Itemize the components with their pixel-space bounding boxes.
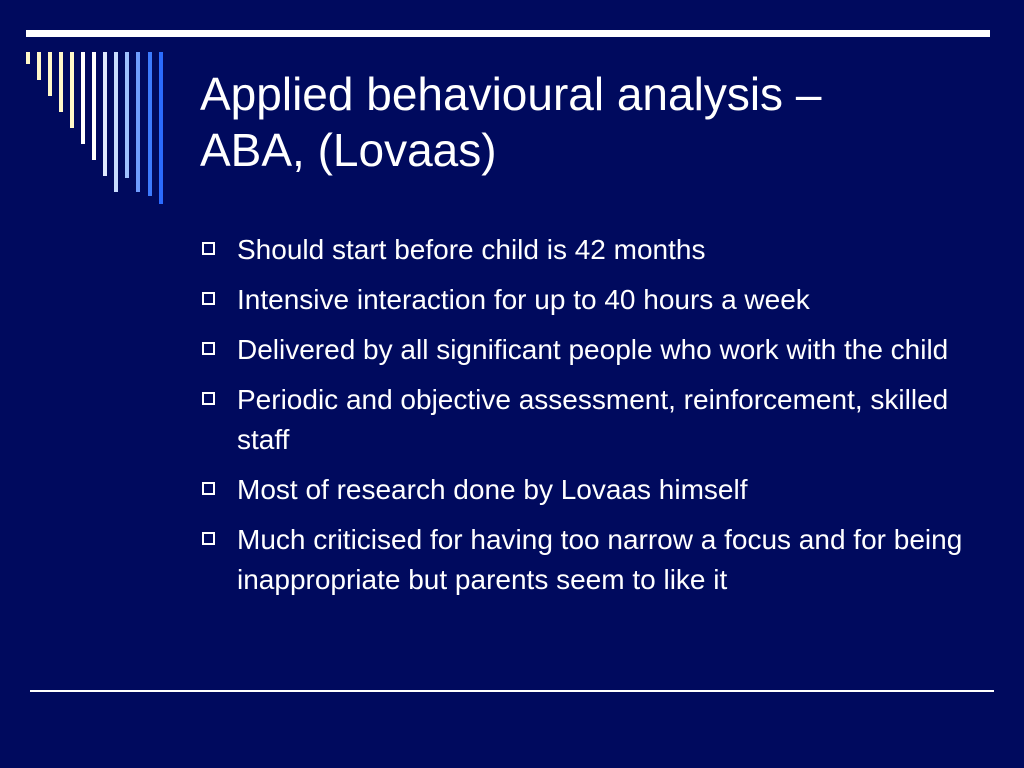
bullet-text: Much criticised for having too narrow a focus and for being inappropriate but parents seem to like it [237,524,963,595]
bullet-item [200,230,970,270]
hollow-square-bullet-icon [202,342,215,355]
slide-title-line-1: Applied behavioural analysis – [200,68,822,120]
bullet-list [200,230,970,610]
hollow-square-bullet-icon [202,532,215,545]
bottom-rule-divider [30,690,994,692]
hollow-square-bullet-icon [202,292,215,305]
hollow-square-bullet-icon [202,242,215,255]
bullet-item [200,470,970,510]
bullet-item [200,520,970,600]
slide-title [200,66,980,178]
bullet-text: Should start before child is 42 months [237,234,706,265]
hollow-square-bullet-icon [202,392,215,405]
bullet-text: Intensive interaction for up to 40 hours a week [237,284,810,315]
bullet-text: Most of research done by Lovaas himself [237,474,748,505]
slide-title-line-2: ABA, (Lovaas) [200,124,497,176]
hollow-square-bullet-icon [202,482,215,495]
bullet-item [200,330,970,370]
bullet-text: Delivered by all significant people who work with the child [237,334,949,365]
bullet-text: Periodic and objective assessment, reinforcement, skilled staff [237,384,949,455]
decorative-stripes-icon [0,0,180,210]
bullet-item [200,380,970,460]
bullet-item [200,280,970,320]
